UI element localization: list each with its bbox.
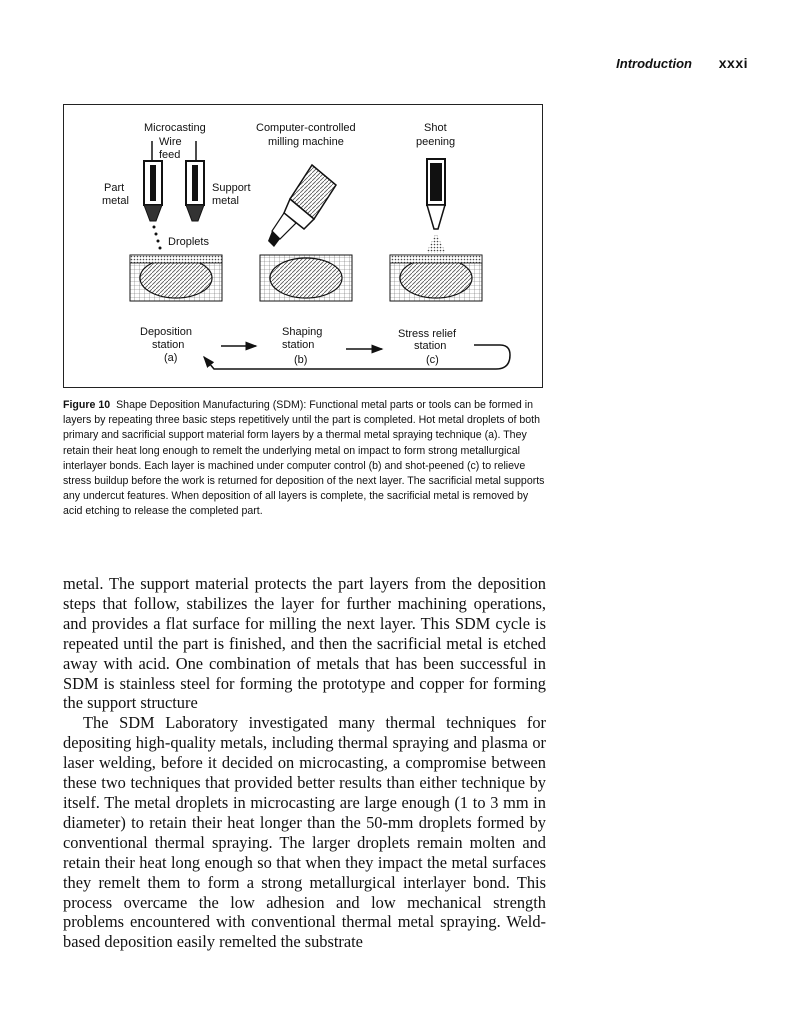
page-number: xxxi	[718, 55, 748, 71]
figure-label: Figure 10	[63, 399, 111, 411]
label-feed: feed	[159, 149, 181, 161]
paragraph-2: The SDM Laboratory investigated many thermal techniques for depositing high-quality metals, including thermal spraying and plasma or laser welding, before it decided on microcasting, a compromise between these two techniques that provided better results than either technique by itself. The metal droplets in microcasting are large enough (1 to 3 mm in diameter) to retain their heat longer than the 50-mm droplets formed by conventional thermal spraying. The larger droplets remain molten and retain their heat long enough so that when they impact the metal surfaces they remelt them to form a strong metallurgical interlayer bond. This process overcame the low adhesion and low mechanical strength problems encountered with conventional thermal metal spraying. Weld-based deposition easily remelted the substrate	[63, 713, 546, 952]
label-computer-controlled: Computer-controlled	[256, 122, 356, 134]
body-text	[63, 574, 546, 952]
stress-relief-station-graphic	[390, 159, 482, 301]
running-header	[0, 56, 795, 74]
label-deposition: Deposition	[140, 326, 192, 338]
label-milling-machine: milling machine	[268, 136, 344, 148]
label-a: (a)	[164, 352, 178, 364]
figure-10	[63, 104, 543, 388]
label-microcasting: Microcasting	[144, 122, 206, 134]
label-c: (c)	[426, 354, 439, 366]
label-station-a: station	[152, 339, 185, 351]
deposition-station-graphic	[130, 141, 222, 301]
paragraph-1: metal. The support material protects the part layers from the deposition steps that follow, stabilizes the layer for further machining operations, and provides a flat surface for milling the next layer. This SDM cycle is repeated until the part is finished, and then the sacrificial metal is etched away with acid. One combination of metals that has been successful in SDM is stainless steel for forming the prototype and copper for forming the support structure	[63, 574, 546, 713]
label-station-b: station	[282, 339, 315, 351]
label-support: Support	[212, 182, 251, 194]
label-part-metal: metal	[102, 195, 129, 207]
sdm-diagram	[64, 105, 544, 389]
label-wire: Wire	[159, 136, 182, 148]
label-peening: peening	[416, 136, 456, 148]
label-shot: Shot	[424, 122, 447, 134]
section-title: Introduction	[616, 56, 692, 71]
label-station-c: station	[414, 340, 447, 352]
label-part: Part	[104, 182, 125, 194]
label-b: (b)	[294, 354, 308, 366]
figure-caption-text: Shape Deposition Manufacturing (SDM): Functional metal parts or tools can be formed in layers by repeating three basic steps repetitively until the part is completed. Hot metal droplets of both primary and sacrificial support material form layers by a thermal metal spraying technique (a). They retain their heat long enough to remelt the underlying metal on impact to form strong metallurgical interlayer bonds. Each layer is machined under computer control (b) and shot-peened (c) to relieve stress buildup before the work is returned for deposition of the next layer. The sacrificial metal supports any undercut features. When deposition of all layers is complete, the sacrificial metal is removed by acid etching to release the completed part.	[63, 399, 545, 518]
figure-caption	[63, 398, 545, 520]
shaping-station-graphic	[260, 165, 352, 301]
label-stress-relief: Stress relief	[398, 328, 457, 340]
label-support-metal: metal	[212, 195, 239, 207]
label-droplets: Droplets	[168, 236, 209, 248]
label-shaping: Shaping	[282, 326, 323, 338]
